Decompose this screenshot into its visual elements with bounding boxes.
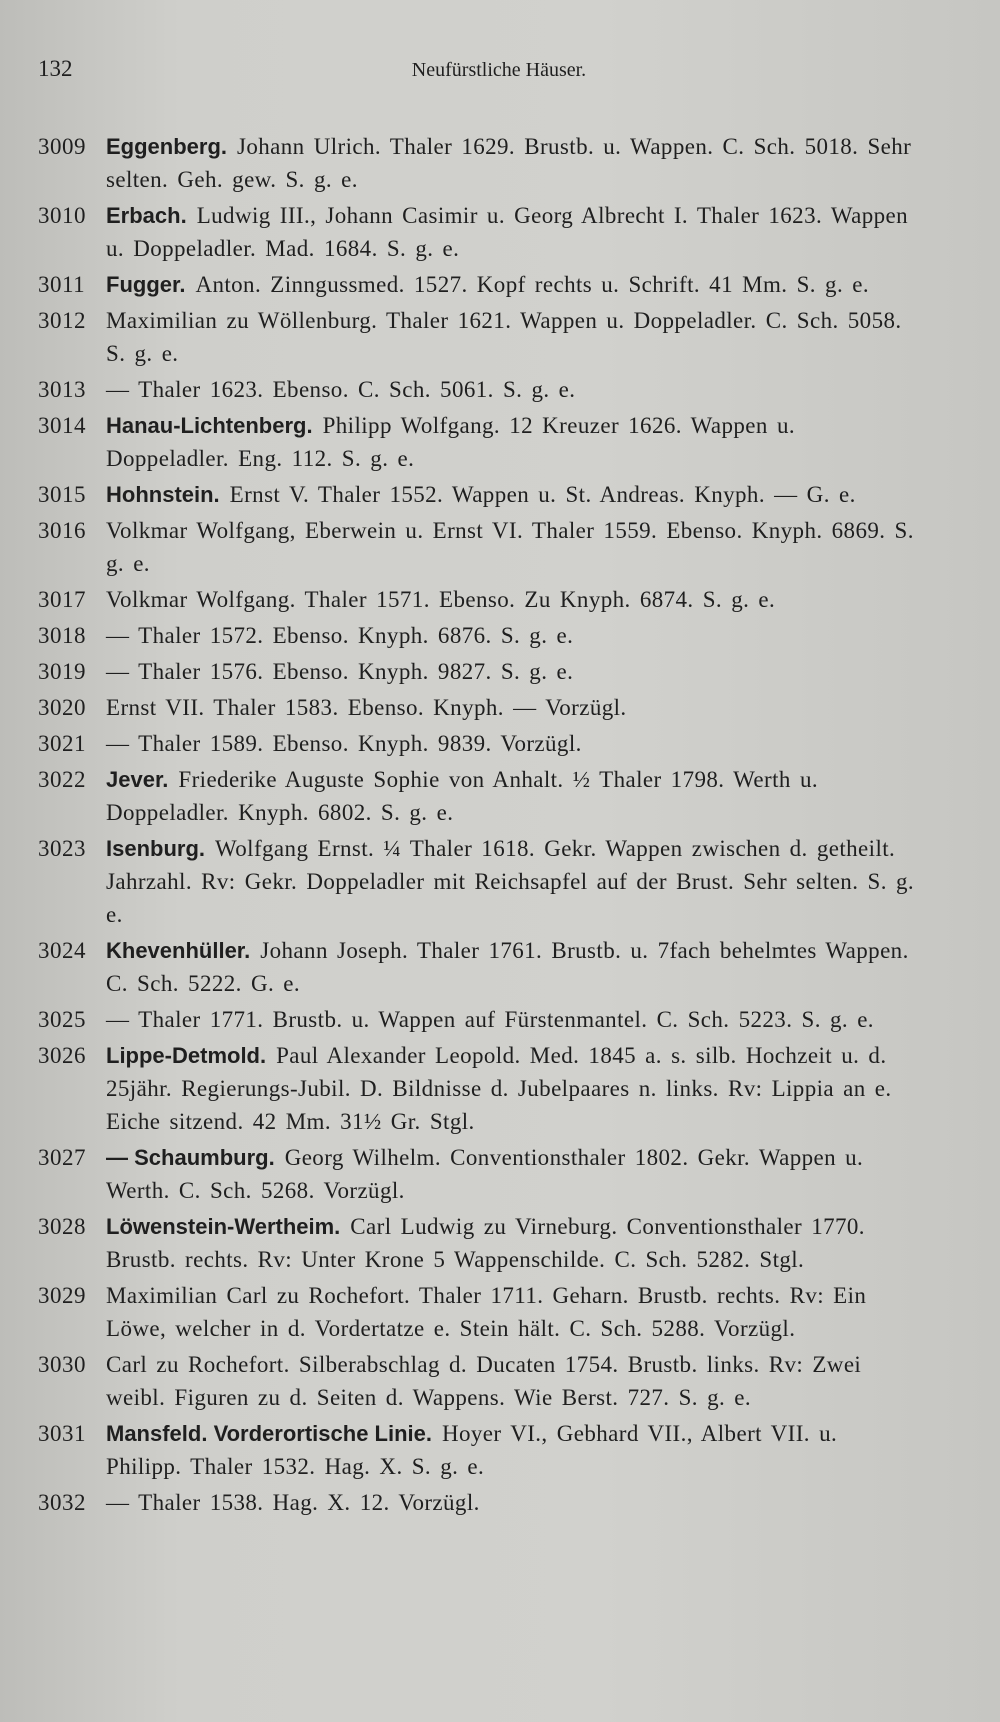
entry-number: 3028: [38, 1214, 86, 1239]
running-head: Neufürstliche Häuser.: [411, 59, 587, 81]
entry-description: — Thaler 1538. Hag. X. 12. Vorzügl.: [106, 1490, 480, 1515]
entry-body: [106, 478, 920, 511]
entry-description: Volkmar Wolfgang, Eberwein u. Ernst VI. Thaler 1559. Ebenso. Knyph. 6869. S. g. e.: [106, 518, 914, 576]
entry-body: [106, 727, 920, 760]
entry-number: 3017: [38, 587, 86, 612]
catalog-entry: [38, 478, 920, 511]
entry-number: 3020: [38, 695, 86, 720]
entry-body: [106, 268, 920, 301]
entry-number: 3013: [38, 377, 86, 402]
entry-number: 3011: [38, 272, 86, 297]
entry-body: [106, 304, 920, 370]
entry-house-name: Löwenstein-Wertheim.: [106, 1214, 341, 1239]
entry-body: [106, 832, 920, 931]
entry-number: 3025: [38, 1007, 86, 1032]
entry-body: [106, 1210, 920, 1276]
entry-house-name: Erbach.: [106, 203, 187, 228]
entry-description: Ernst VII. Thaler 1583. Ebenso. Knyph. — Vorzügl.: [106, 695, 627, 720]
entry-body: [106, 655, 920, 688]
entry-body: [106, 130, 920, 196]
entry-description: Ludwig III., Johann Casimir u. Georg Albrecht I. Thaler 1623. Wappen u. Doppeladler. Mad. 1684. S. g. e.: [106, 203, 909, 261]
entry-description: — Thaler 1589. Ebenso. Knyph. 9839. Vorzügl.: [106, 731, 582, 756]
catalog-entry: [38, 655, 920, 688]
catalog-entry: [38, 373, 920, 406]
catalog-entry: [38, 1417, 920, 1483]
catalog-entry: [38, 583, 920, 616]
entry-body: [106, 514, 920, 580]
catalog-entries: [38, 130, 920, 1519]
entry-description: — Thaler 1623. Ebenso. C. Sch. 5061. S. g. e.: [106, 377, 576, 402]
entry-description: Carl zu Rochefort. Silberabschlag d. Ducaten 1754. Brustb. links. Rv: Zwei weibl. Figuren zu d. Seiten d. Wappens. Wie Berst. 727. S. g. e.: [106, 1352, 862, 1410]
entry-body: [106, 1279, 920, 1345]
entry-number: 3019: [38, 659, 86, 684]
entry-number: 3012: [38, 308, 86, 333]
entry-number: 3016: [38, 518, 86, 543]
entry-body: [106, 1039, 920, 1138]
catalog-entry: [38, 1210, 920, 1276]
catalog-entry: [38, 199, 920, 265]
entry-house-name: Hanau-Lichtenberg.: [106, 413, 313, 438]
entry-number: 3018: [38, 623, 86, 648]
catalog-entry: [38, 1279, 920, 1345]
catalog-entry: [38, 1039, 920, 1138]
entry-description: — Thaler 1572. Ebenso. Knyph. 6876. S. g. e.: [106, 623, 574, 648]
entry-number: 3015: [38, 482, 86, 507]
catalog-entry: [38, 727, 920, 760]
entry-number: 3030: [38, 1352, 86, 1377]
entry-house-name: Hohnstein.: [106, 482, 220, 507]
entry-description: Wolfgang Ernst. ¼ Thaler 1618. Gekr. Wappen zwischen d. getheilt. Jahrzahl. Rv: Gekr. Doppeladler mit Reichsapfel auf der Brust. Sehr selten. S. g. e.: [106, 836, 915, 927]
entry-number: 3014: [38, 413, 86, 438]
entry-house-name: Jever.: [106, 767, 169, 792]
page-header: [38, 56, 920, 86]
catalog-entry: [38, 1486, 920, 1519]
entry-description: — Thaler 1576. Ebenso. Knyph. 9827. S. g. e.: [106, 659, 574, 684]
catalog-entry: [38, 409, 920, 475]
entry-body: [106, 583, 920, 616]
entry-description: Hoyer VI., Gebhard VII., Albert VII. u. Philipp. Thaler 1532. Hag. X. S. g. e.: [106, 1421, 838, 1479]
catalog-entry: [38, 934, 920, 1000]
entry-body: [106, 1417, 920, 1483]
catalog-entry: [38, 1003, 920, 1036]
entry-description: Maximilian Carl zu Rochefort. Thaler 1711. Geharn. Brustb. rechts. Rv: Ein Löwe, welcher in d. Vordertatze e. Stein hält. C. Sch. 5288. Vorzügl.: [106, 1283, 867, 1341]
catalog-entry: [38, 832, 920, 931]
entry-number: 3009: [38, 134, 86, 159]
catalog-entry: [38, 268, 920, 301]
entry-body: [106, 199, 920, 265]
entry-number: 3010: [38, 203, 86, 228]
entry-number: 3027: [38, 1145, 86, 1170]
entry-body: [106, 409, 920, 475]
entry-number: 3031: [38, 1421, 86, 1446]
entry-description: Volkmar Wolfgang. Thaler 1571. Ebenso. Zu Knyph. 6874. S. g. e.: [106, 587, 776, 612]
entry-house-name: Mansfeld. Vorderortische Linie.: [106, 1421, 432, 1446]
entry-body: [106, 1486, 920, 1519]
entry-description: — Thaler 1771. Brustb. u. Wappen auf Fürstenmantel. C. Sch. 5223. S. g. e.: [106, 1007, 874, 1032]
entry-house-name: Fugger.: [106, 272, 186, 297]
entry-number: 3022: [38, 767, 86, 792]
entry-house-name: Khevenhüller.: [106, 938, 251, 963]
entry-house-name: Lippe-Detmold.: [106, 1043, 267, 1068]
entry-number: 3032: [38, 1490, 86, 1515]
catalog-entry: [38, 763, 920, 829]
entry-description: Johann Joseph. Thaler 1761. Brustb. u. 7fach behelmtes Wappen. C. Sch. 5222. G. e.: [106, 938, 909, 996]
entry-number: 3023: [38, 836, 86, 861]
entry-description: Johann Ulrich. Thaler 1629. Brustb. u. Wappen. C. Sch. 5018. Sehr selten. Geh. gew. S. g. e.: [106, 134, 912, 192]
entry-body: [106, 1348, 920, 1414]
entry-description: Maximilian zu Wöllenburg. Thaler 1621. Wappen u. Doppeladler. C. Sch. 5058. S. g. e.: [106, 308, 902, 366]
entry-description: Georg Wilhelm. Conventionsthaler 1802. Gekr. Wappen u. Werth. C. Sch. 5268. Vorzügl.: [106, 1145, 864, 1203]
entry-description: Anton. Zinngussmed. 1527. Kopf rechts u. Schrift. 41 Mm. S. g. e.: [195, 272, 870, 297]
entry-description: Philipp Wolfgang. 12 Kreuzer 1626. Wappen u. Doppeladler. Eng. 112. S. g. e.: [106, 413, 796, 471]
catalog-entry: [38, 130, 920, 196]
entry-description: Friederike Auguste Sophie von Anhalt. ½ Thaler 1798. Werth u. Doppeladler. Knyph. 6802. S. g. e.: [106, 767, 818, 825]
catalog-entry: [38, 1348, 920, 1414]
catalog-entry: [38, 304, 920, 370]
entry-body: [106, 691, 920, 724]
entry-number: 3026: [38, 1043, 86, 1068]
entry-body: [106, 934, 920, 1000]
entry-body: [106, 1003, 920, 1036]
entry-house-name: — Schaumburg.: [106, 1145, 275, 1170]
entry-number: 3024: [38, 938, 86, 963]
catalog-entry: [38, 691, 920, 724]
entry-body: [106, 763, 920, 829]
catalog-entry: [38, 1141, 920, 1207]
entry-description: Ernst V. Thaler 1552. Wappen u. St. Andreas. Knyph. — G. e.: [229, 482, 856, 507]
entry-house-name: Isenburg.: [106, 836, 206, 861]
entry-description: Paul Alexander Leopold. Med. 1845 a. s. silb. Hochzeit u. d. 25jähr. Regierungs-Jubil. D. Bildnisse d. Jubelpaares n. links. Rv: Lippia an e. Eiche sitzend. 42 Mm. 31½ Gr. Stgl.: [106, 1043, 892, 1134]
entry-description: Carl Ludwig zu Virneburg. Conventionsthaler 1770. Brustb. rechts. Rv: Unter Krone 5 Wappenschilde. C. Sch. 5282. Stgl.: [106, 1214, 865, 1272]
entry-body: [106, 1141, 920, 1207]
catalog-entry: [38, 514, 920, 580]
entry-number: 3021: [38, 731, 86, 756]
entry-number: 3029: [38, 1283, 86, 1308]
catalog-entry: [38, 619, 920, 652]
entry-house-name: Eggenberg.: [106, 134, 228, 159]
entry-body: [106, 373, 920, 406]
entry-body: [106, 619, 920, 652]
page-number: 132: [38, 56, 73, 81]
